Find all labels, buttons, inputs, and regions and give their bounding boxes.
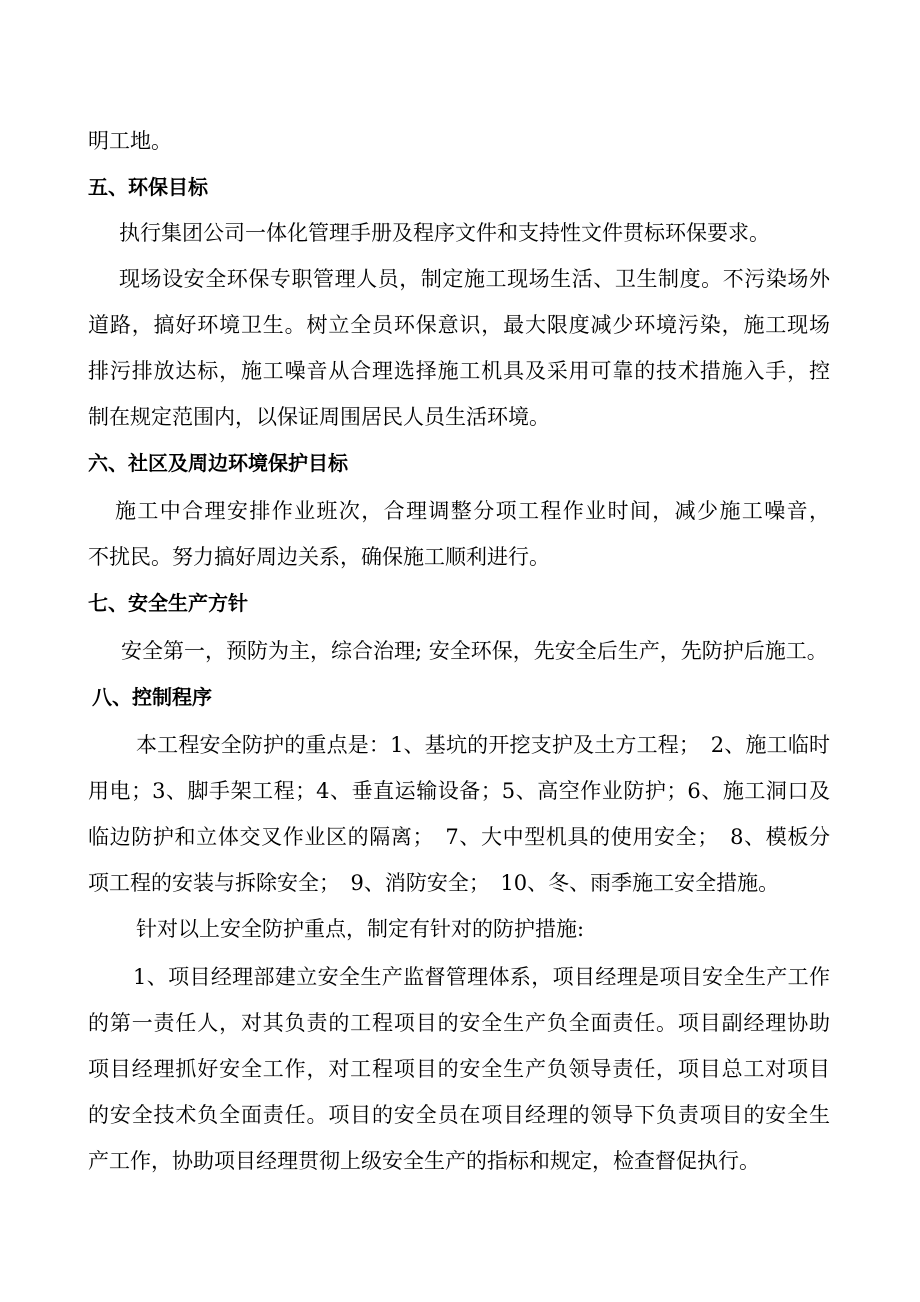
environmental-paragraph-1: 执行集团公司一体化管理手册及程序文件和支持性文件贯标环保要求。 (119, 221, 770, 245)
responsibility-line-2: 的第一责任人，对其负责的工程项目的安全生产负全面责任。项目副经理协助 (88, 1011, 830, 1035)
community-paragraph-line-1: 施工中合理安排作业班次，合理调整分项工程作业时间，减少施工噪音， (115, 499, 830, 523)
environmental-paragraph-2-line-4: 制在规定范围内，以保证周围居民人员生活环境。 (88, 405, 550, 429)
control-focus-line-2: 用电；3、脚手架工程；4、垂直运输设备；5、高空作业防护；6、施工洞口及 (88, 779, 830, 803)
environmental-paragraph-2-line-1: 现场设安全环保专职管理人员，制定施工现场生活、卫生制度。不污染场外 (119, 267, 830, 291)
safety-policy-paragraph: 安全第一，预防为主，综合治理; 安全环保，先安全后生产，先防护后施工。 (121, 639, 828, 663)
responsibility-line-4: 的安全技术负全面责任。项目的安全员在项目经理的领导下负责项目的安全生 (88, 1103, 830, 1127)
responsibility-line-5: 产工作，协助项目经理贯彻上级安全生产的指标和规定，检查督促执行。 (88, 1149, 760, 1173)
control-focus-line-3: 临边防护和立体交叉作业区的隔离； 7、大中型机具的使用安全； 8、模板分 (88, 825, 830, 849)
control-focus-line-4: 项工程的安装与拆除安全； 9、消防安全； 10、冬、雨季施工安全措施。 (88, 871, 780, 895)
section-heading-community-protection: 六、社区及周边环境保护目标 (88, 451, 348, 475)
section-heading-environmental-goals: 五、环保目标 (88, 175, 208, 199)
responsibility-line-3: 项目经理抓好安全工作，对工程项目的安全生产负领导责任，项目总工对项目 (88, 1057, 830, 1081)
environmental-paragraph-2-line-3: 排污排放达标，施工噪音从合理选择施工机具及采用可靠的技术措施入手，控 (88, 359, 830, 383)
continuation-text: 明工地。 (88, 129, 172, 153)
responsibility-line-1: 1、项目经理部建立安全生产监督管理体系，项目经理是项目安全生产工作 (133, 965, 830, 989)
protection-measures-intro: 针对以上安全防护重点，制定有针对的防护措施: (136, 917, 585, 941)
section-heading-control-procedure: 八、控制程序 (92, 685, 212, 709)
control-focus-line-1: 本工程安全防护的重点是：1、基坑的开挖支护及土方工程； 2、施工临时 (136, 733, 830, 757)
community-paragraph-line-2: 不扰民。努力搞好周边关系，确保施工顺利进行。 (88, 545, 550, 569)
environmental-paragraph-2-line-2: 道路，搞好环境卫生。树立全员环保意识，最大限度减少环境污染，施工现场 (88, 313, 830, 337)
section-heading-safety-policy: 七、安全生产方针 (88, 591, 248, 615)
